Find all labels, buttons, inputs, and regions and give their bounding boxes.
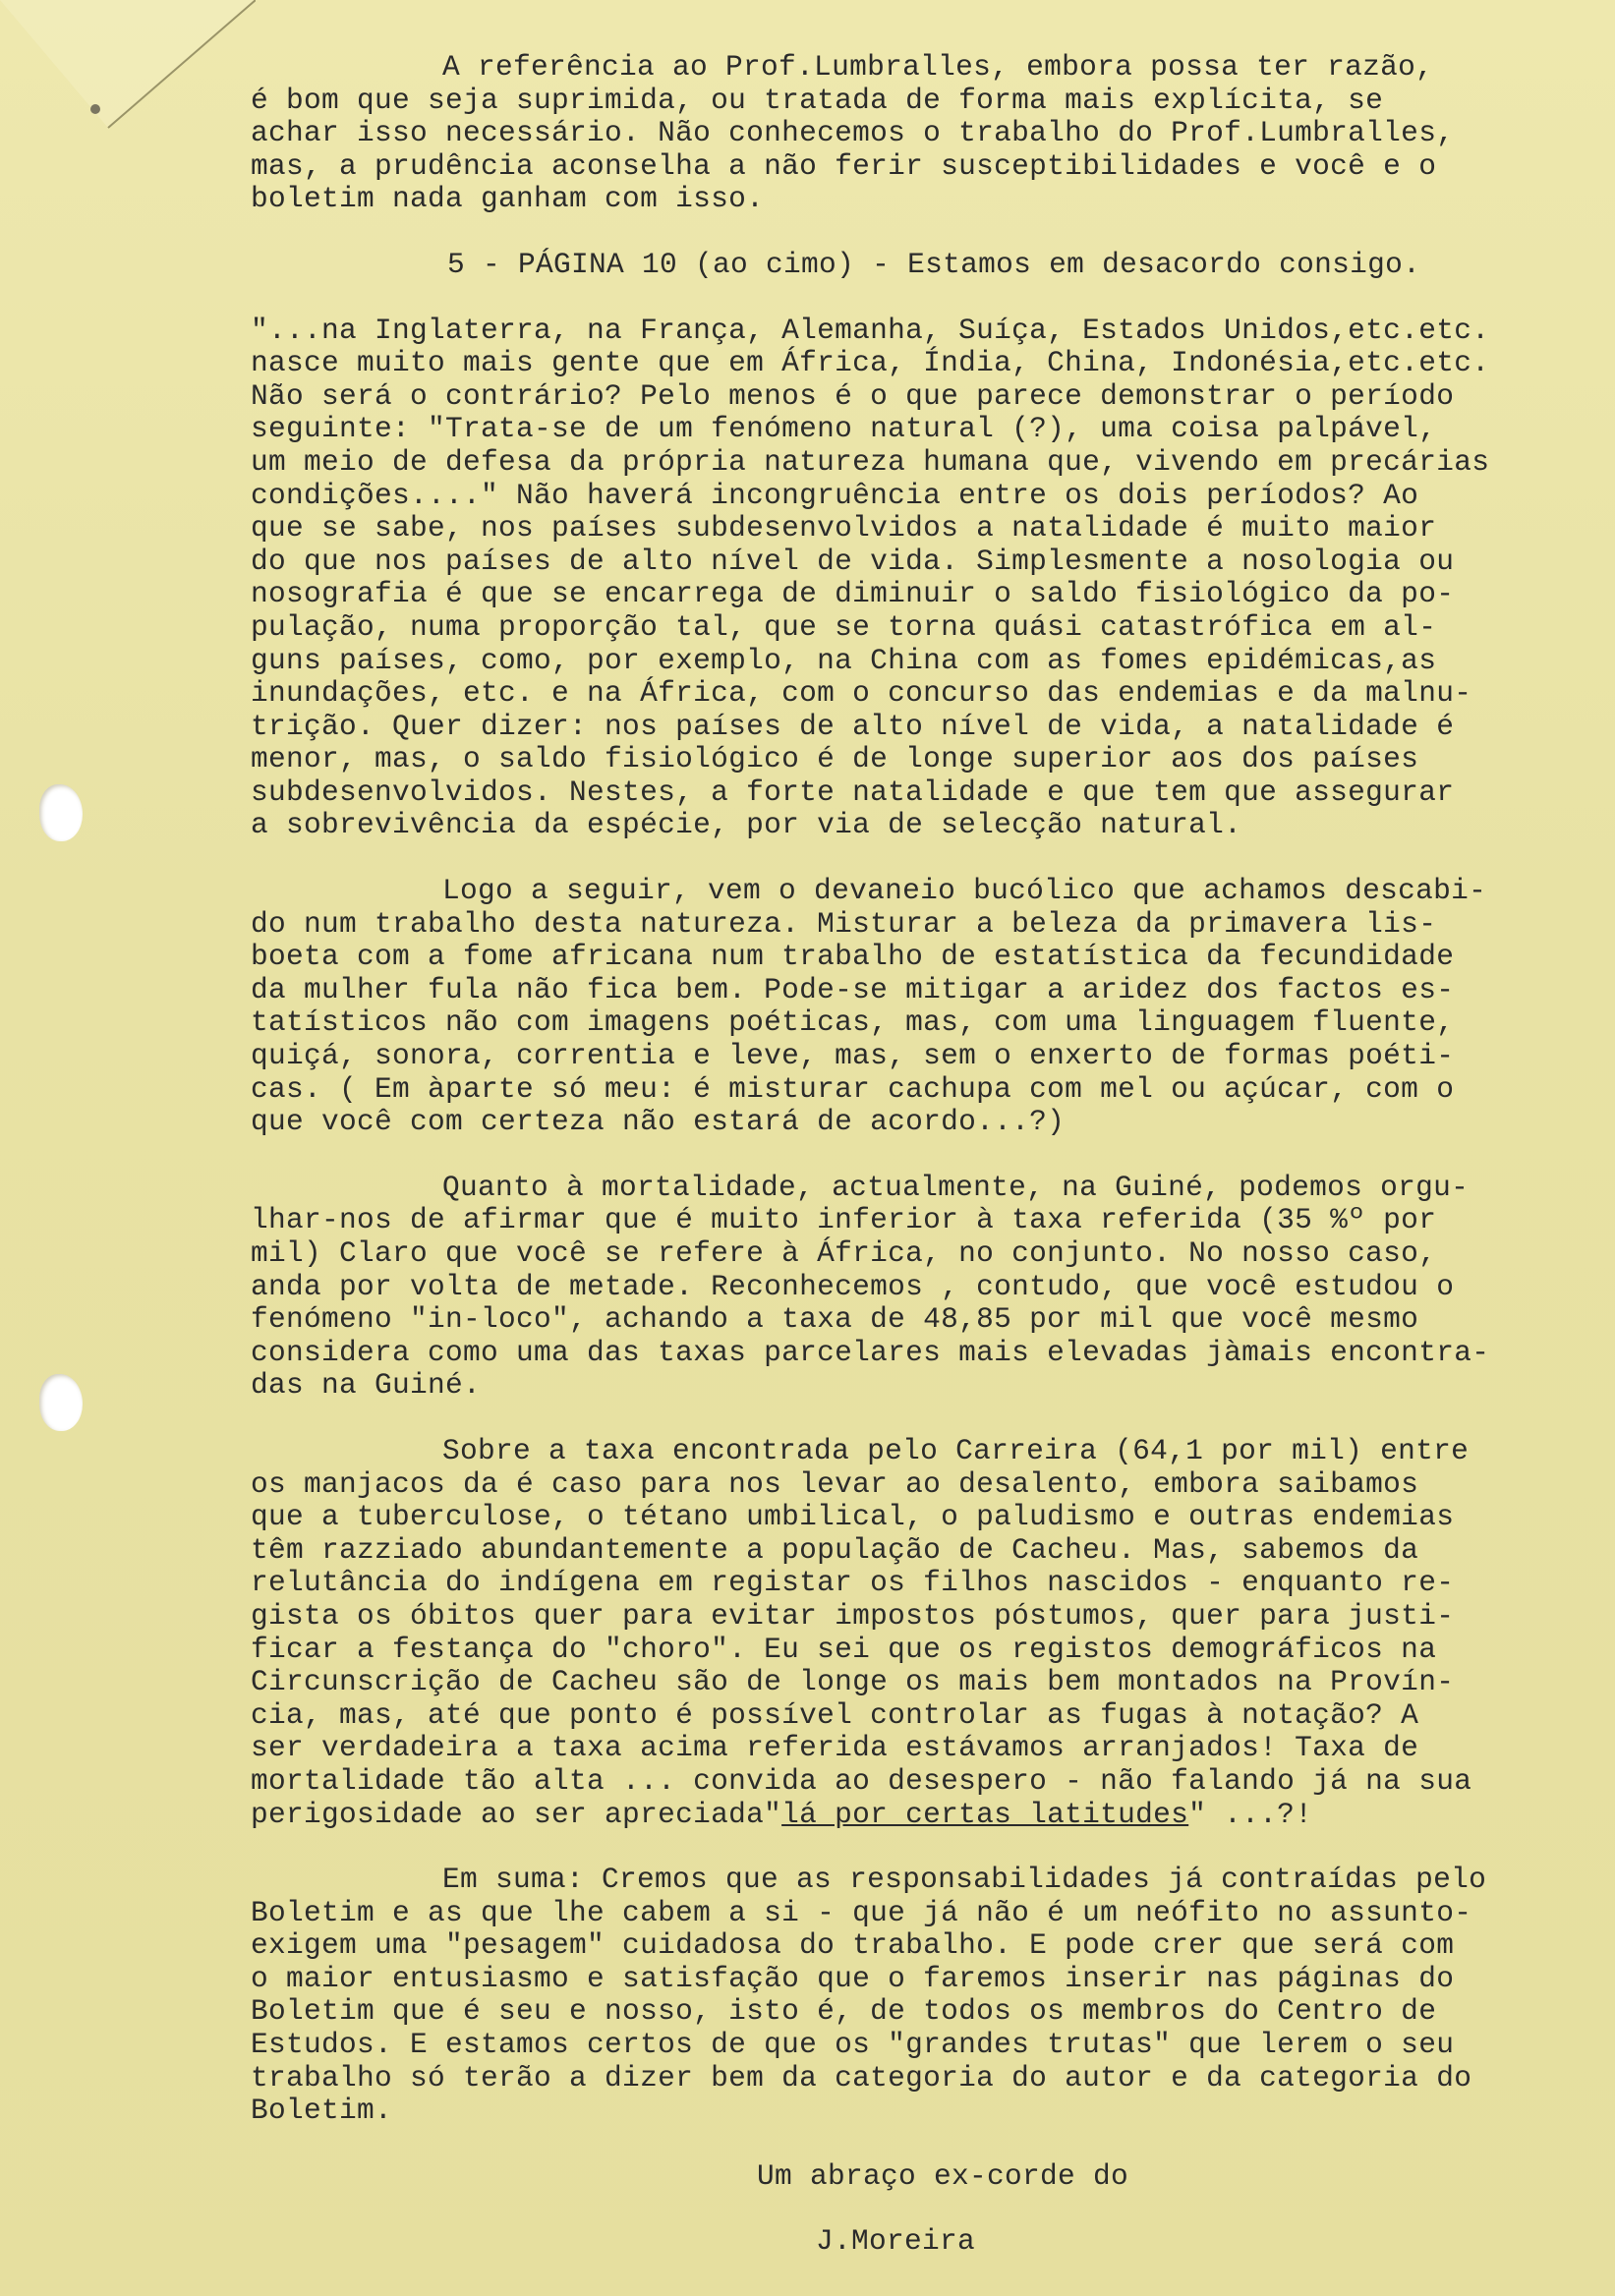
paragraph-lumbralles xyxy=(251,51,1607,216)
text-line: fenómeno "in-loco", achando a taxa de 48,85 por mil que você mesmo xyxy=(251,1302,1419,1337)
text-line: condições...." Não haverá incongruência entre os dois períodos? Ao xyxy=(251,478,1419,512)
text-line: do que nos países de alto nível de vida. Simplesmente a nosologia ou xyxy=(251,544,1455,578)
text-line: Em suma: Cremos que as responsabilidades já contraídas pelo xyxy=(442,1863,1487,1897)
text-line: ser verdadeira a taxa acima referida estávamos arranjados! Taxa de xyxy=(251,1731,1419,1765)
text-line: nasce muito mais gente que em África, Índia, China, Indonésia,etc.etc. xyxy=(251,346,1490,380)
text-line: Boletim que é seu e nosso, isto é, de todos os membros do Centro de xyxy=(251,1994,1437,2029)
text-line: Boletim e as que lhe cabem a si - que já não é um neófito no assunto- xyxy=(251,1895,1472,1929)
text-line: mil) Claro que você se refere à África, no conjunto. No nosso caso, xyxy=(251,1236,1437,1270)
text-line: mas, a prudência aconselha a não ferir susceptibilidades e você e o xyxy=(251,148,1437,183)
text-line: boletim nada ganham com isso. xyxy=(251,182,765,216)
text-line: têm razziado abundantemente a população de Cacheu. Mas, sabemos da xyxy=(251,1532,1419,1567)
text-line: um meio de defesa da própria natureza humana que, vivendo em precárias xyxy=(251,444,1490,479)
text-line: Circunscrição de Cacheu são de longe os mais bem montados na Provín- xyxy=(251,1665,1455,1699)
text-line: Sobre a taxa encontrada pelo Carreira (64,1 por mil) entre xyxy=(442,1433,1470,1467)
underlined-phrase: lá por certas latitudes xyxy=(781,1797,1189,1831)
text-fragment: perigosidade ao ser apreciada" xyxy=(251,1797,782,1831)
paragraph-devaneio xyxy=(251,875,1607,1139)
text-line: quiçá, sonora, correntia e leve, mas, sem o enxerto de formas poéti- xyxy=(251,1039,1455,1073)
text-line: guns países, como, por exemplo, na China com as fomes epidémicas,as xyxy=(251,643,1437,677)
text-line: inundações, etc. e na África, com o concurso das endemias e da malnu- xyxy=(251,676,1472,711)
text-fragment: " ...?! xyxy=(1188,1797,1313,1831)
text-line: achar isso necessário. Não conhecemos o trabalho do Prof.Lumbralles, xyxy=(251,116,1455,150)
text-line: seguinte: "Trata-se de um fenómeno natural (?), uma coisa palpável, xyxy=(251,412,1437,446)
text-line: anda por volta de metade. Reconhecemos , contudo, que você estudou o xyxy=(251,1269,1455,1303)
text-line: Logo a seguir, vem o devaneio bucólico que achamos descabi- xyxy=(442,874,1487,908)
text-line: relutância do indígena em registar os filhos nascidos - enquanto re- xyxy=(251,1566,1455,1600)
text-line: cas. ( Em àparte só meu: é misturar cachupa com mel ou açúcar, com o xyxy=(251,1071,1455,1106)
text-line: A referência ao Prof.Lumbralles, embora possa ter razão, xyxy=(442,50,1434,84)
text-line: trição. Quer dizer: nos países de alto nível de vida, a natalidade é xyxy=(251,709,1455,743)
text-line: que se sabe, nos países subdesenvolvidos a natalidade é muito maior xyxy=(251,511,1437,545)
text-line: que a tuberculose, o tétano umbilical, o paludismo e outras endemias xyxy=(251,1500,1455,1534)
heading-line: 5 - PÁGINA 10 (ao cimo) - Estamos em desacordo consigo. xyxy=(447,247,1421,281)
text-line: é bom que seja suprimida, ou tratada de forma mais explícita, se xyxy=(251,83,1384,117)
text-line: trabalho só terão a dizer bem da categoria do autor e da categoria do xyxy=(251,2060,1472,2095)
text-line: a sobrevivência da espécie, por via de selecção natural. xyxy=(251,808,1242,842)
ink-dot xyxy=(90,104,100,114)
text-line: Não será o contrário? Pelo menos é o que parece demonstrar o período xyxy=(251,378,1455,413)
text-line: lhar-nos de afirmar que é muito inferior à taxa referida (35 %º por xyxy=(251,1203,1437,1237)
closing-line: Um abraço ex-corde do xyxy=(757,2158,1129,2193)
punch-hole-upper xyxy=(39,784,83,841)
letter-body xyxy=(251,51,1607,2259)
punch-hole-lower xyxy=(39,1374,83,1431)
text-line: da mulher fula não fica bem. Pode-se mitigar a aridez dos factos es- xyxy=(251,972,1455,1006)
paragraph-natalidade xyxy=(251,315,1607,843)
text-line: gista os óbitos quer para evitar impostos póstumos, quer para justi- xyxy=(251,1598,1455,1633)
text-line: menor, mas, o saldo fisiológico é de longe superior aos dos países xyxy=(251,742,1419,776)
text-line: Boletim. xyxy=(251,2094,393,2128)
text-line: tatísticos não com imagens poéticas, mas, com uma linguagem fluente, xyxy=(251,1005,1455,1040)
closing xyxy=(251,2160,1607,2194)
signature-line: J.Moreira xyxy=(816,2224,976,2259)
text-line: considera como uma das taxas parcelares mais elevadas jàmais encontra- xyxy=(251,1335,1490,1369)
text-line: do num trabalho desta natureza. Misturar a beleza da primavera lis- xyxy=(251,906,1437,941)
text-line: ficar a festança do "choro". Eu sei que os registos demográficos na xyxy=(251,1632,1437,1666)
text-line: Estudos. E estamos certos de que os "grandes trutas" que lerem o seu xyxy=(251,2028,1455,2062)
text-line: subdesenvolvidos. Nestes, a forte natalidade e que tem que assegurar xyxy=(251,775,1455,809)
text-line: Quanto à mortalidade, actualmente, na Guiné, podemos orgu- xyxy=(442,1170,1470,1204)
section-heading xyxy=(251,249,1607,282)
text-line: pulação, numa proporção tal, que se torna quási catastrófica em al- xyxy=(251,609,1437,644)
text-line: mortalidade tão alta ... convida ao desespero - não falando já na sua xyxy=(251,1763,1472,1798)
text-line: das na Guiné. xyxy=(251,1368,482,1403)
signature xyxy=(251,2225,1607,2259)
text-line: o maior entusiasmo e satisfação que o faremos inserir nas páginas do xyxy=(251,1961,1455,1995)
paragraph-carreira xyxy=(251,1435,1607,1831)
text-line: os manjacos da é caso para nos levar ao desalento, embora saibamos xyxy=(251,1466,1419,1501)
folded-corner xyxy=(0,0,256,147)
text-line: nosografia é que se encarrega de diminuir o saldo fisiológico da po- xyxy=(251,577,1455,611)
text-line: que você com certeza não estará de acordo...?) xyxy=(251,1105,1066,1139)
text-line: boeta com a fome africana num trabalho de estatística da fecundidade xyxy=(251,940,1455,974)
text-line: "...na Inglaterra, na França, Alemanha, Suíça, Estados Unidos,etc.etc. xyxy=(251,313,1490,347)
text-line-with-underline xyxy=(251,1799,1607,1832)
paragraph-em-suma xyxy=(251,1864,1607,2128)
text-line: cia, mas, até que ponto é possível controlar as fugas à notação? A xyxy=(251,1697,1419,1732)
text-line: exigem uma "pesagem" cuidadosa do trabalho. E pode crer que será com xyxy=(251,1928,1455,1963)
paragraph-mortalidade xyxy=(251,1172,1607,1403)
